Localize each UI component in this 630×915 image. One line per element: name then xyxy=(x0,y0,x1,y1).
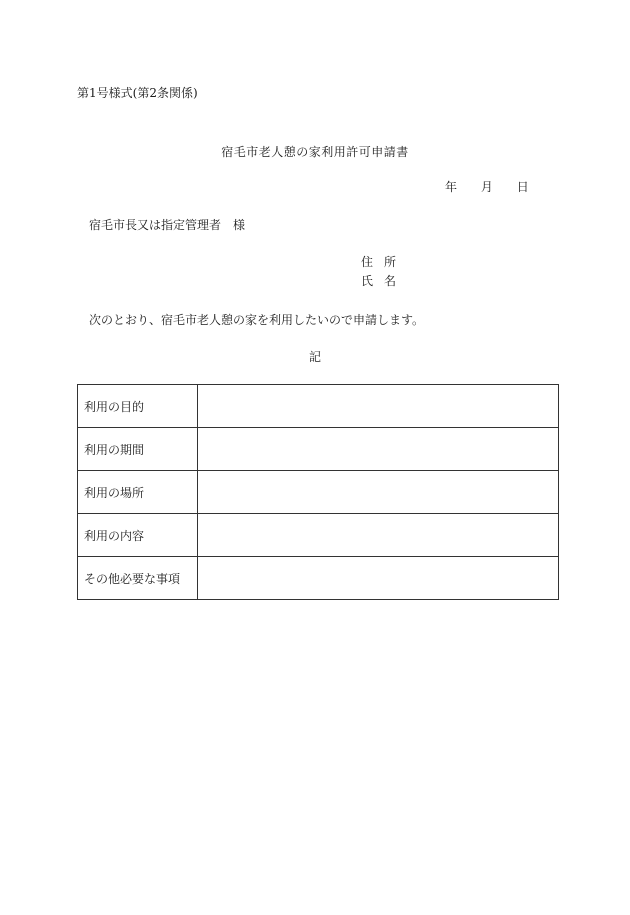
application-items-table xyxy=(77,384,559,600)
row-label-place: 利用の場所 xyxy=(78,471,198,514)
row-value-other[interactable] xyxy=(198,557,559,600)
row-label-purpose: 利用の目的 xyxy=(78,385,198,428)
date-line xyxy=(445,180,529,194)
addressee: 宿毛市長又は指定管理者 様 xyxy=(89,218,246,232)
table-row xyxy=(78,514,559,557)
ki-heading: 記 xyxy=(308,350,321,364)
row-value-place[interactable] xyxy=(198,471,559,514)
row-label-period: 利用の期間 xyxy=(78,428,198,471)
form-number: 第1号様式(第2条関係) xyxy=(77,86,198,100)
day-label: 日 xyxy=(516,180,529,194)
row-label-content: 利用の内容 xyxy=(78,514,198,557)
row-value-purpose[interactable] xyxy=(198,385,559,428)
table-row xyxy=(78,557,559,600)
row-value-content[interactable] xyxy=(198,514,559,557)
name-label: 氏名 xyxy=(361,274,408,288)
year-label: 年 xyxy=(445,180,458,194)
document-title: 宿毛市老人憩の家利用許可申請書 xyxy=(221,145,409,159)
month-label: 月 xyxy=(480,180,493,194)
address-label: 住所 xyxy=(361,255,408,269)
body-text: 次のとおり、宿毛市老人憩の家を利用したいので申請します。 xyxy=(89,313,425,327)
row-label-other: その他必要な事項 xyxy=(78,557,198,600)
row-value-period[interactable] xyxy=(198,428,559,471)
table-row xyxy=(78,428,559,471)
table-row xyxy=(78,385,559,428)
table-row xyxy=(78,471,559,514)
